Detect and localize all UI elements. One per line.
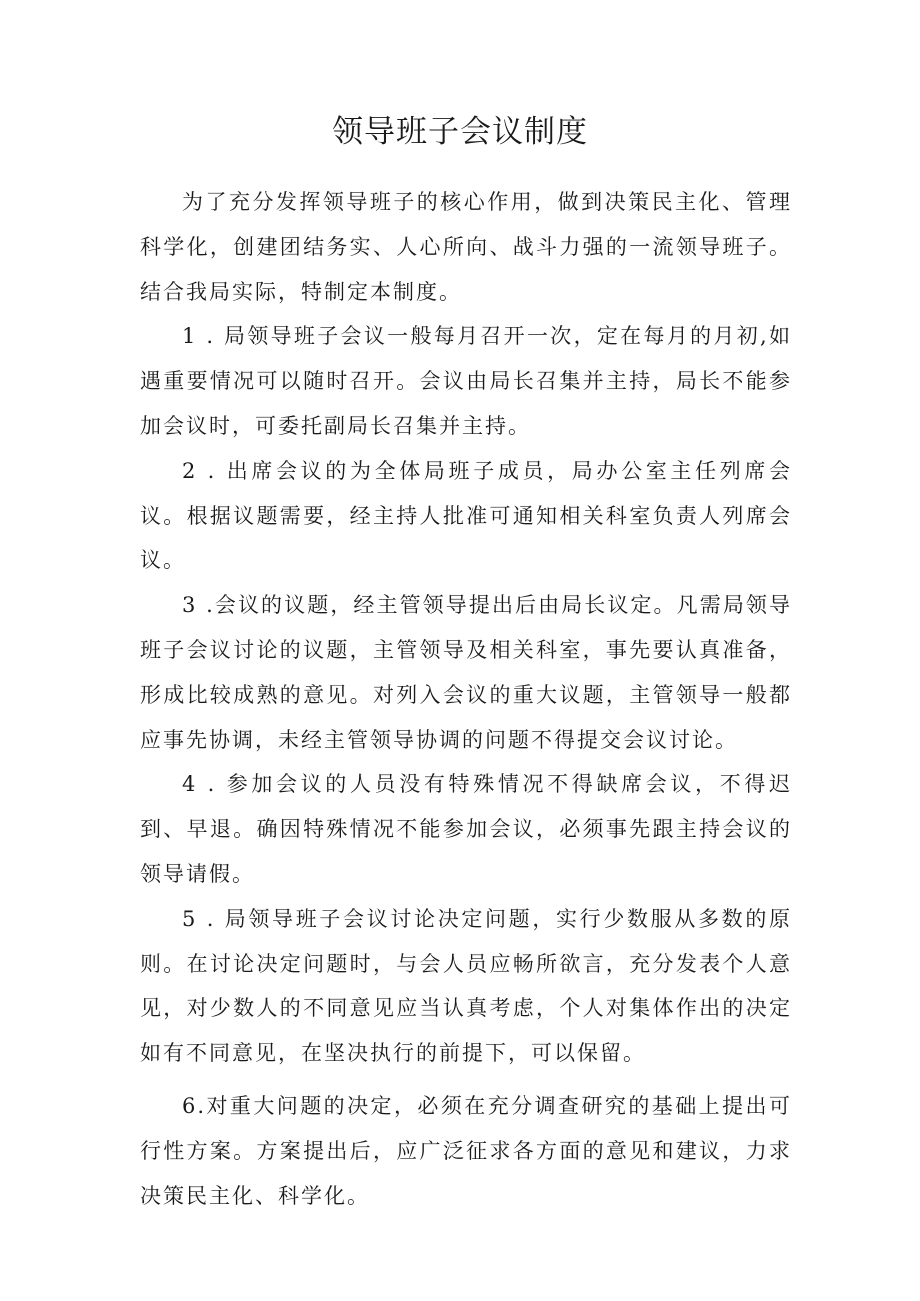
rule-1-paragraph: 1 . 局领导班子会议一般每月召开一次，定在每月的月初,如遇重要情况可以随时召开。会议由局长召集并主持，局长不能参加会议时，可委托副局长召集并主持。: [140, 324, 792, 438]
rule-5-paragraph: 5 . 局领导班子会议讨论决定问题，实行少数服从多数的原则。在讨论决定问题时，与会人员应畅所欲言，充分发表个人意见，对少数人的不同意见应当认真考虑，个人对集体作出的决定如有不同意见，在坚决执行的前提下，可以保留。: [140, 906, 792, 1066]
intro-paragraph: 为了充分发挥领导班子的核心作用，做到决策民主化、管理科学化，创建团结务实、人心所向、战斗力强的一流领导班子。结合我局实际，特制定本制度。: [140, 190, 792, 304]
rule-4-paragraph: 4 . 参加会议的人员没有特殊情况不得缺席会议，不得迟到、早退。确因特殊情况不能参加会议，必须事先跟主持会议的领导请假。: [140, 772, 792, 886]
rule-3-paragraph: 3 .会议的议题，经主管领导提出后由局长议定。凡需局领导班子会议讨论的议题，主管领导及相关科室，事先要认真准备，形成比较成熟的意见。对列入会议的重大议题，主管领导一般都应事先协调，未经主管领导协调的问题不得提交会议讨论。: [140, 593, 792, 752]
rule-6-paragraph: 6.对重大问题的决定，必须在充分调查研究的基础上提出可行性方案。方案提出后，应广泛征求各方面的意见和建议，力求决策民主化、科学化。: [140, 1093, 792, 1208]
document-title: 领导班子会议制度: [332, 114, 588, 150]
rule-2-paragraph: 2 . 出席会议的为全体局班子成员，局办公室主任列席会议。根据议题需要，经主持人批准可通知相关科室负责人列席会议。: [140, 458, 792, 573]
document-body: [140, 180, 792, 1218]
